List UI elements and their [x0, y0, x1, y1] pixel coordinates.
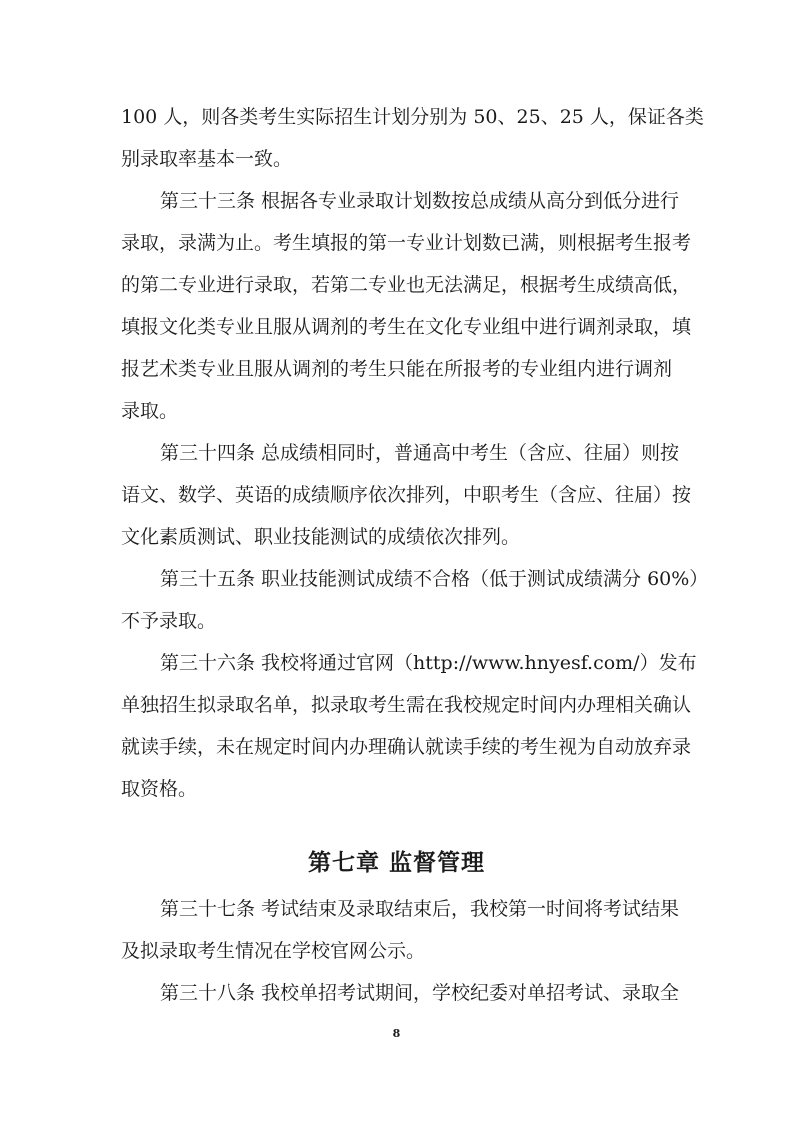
page-number: 8 [392, 1027, 401, 1040]
chapter-heading: 第七章 监督管理 [307, 850, 485, 876]
document-page: 100 人，则各类考生实际招生计划分别为 50、25、25 人，保证各类 别录取率基本一致。 第三十三条 根据各专业录取计划数按总成绩从高分到低分进行 录取，录满为止。考生填报的第一专业计划数已满，则根据考生报考 的第二专业进行录取，若第二专业也无法满足，根据考生成绩高低， 填报文化类专业且服从调剂的考生在文化专业组中进行调剂录取，填 报艺术类专业且服从调剂的考生只能在所报考的专业组内进行调剂 录取。 第三十四条 总成绩相同时，普通高中考生（含应、往届）则按 语文、数学、英语的成绩顺序依次排列，中职考生（含应、往届）按 文化素质测试、职业技能测试的成绩依次排列。 第三十五条 职业技能测试成绩不合格（低于测试成绩满分 60%） 不予录取。 第三十六条 我校将通过官网（http://www.hnyesf.com/）发布 单独招生拟录取名单，拟录取考生需在我校规定时间内办理相关确认 就读手续，未在规定时间内办理确认就读手续的考生视为自动放弃录 取资格。 第七章 监督管理 第三十七条 考试结束及录取结束后，我校第一时间将考试结果 及拟录取考生情况在学校官网公示。 第三十八条 我校单招考试期间，学校纪委对单招考试、录取全 8 [0, 0, 793, 1122]
